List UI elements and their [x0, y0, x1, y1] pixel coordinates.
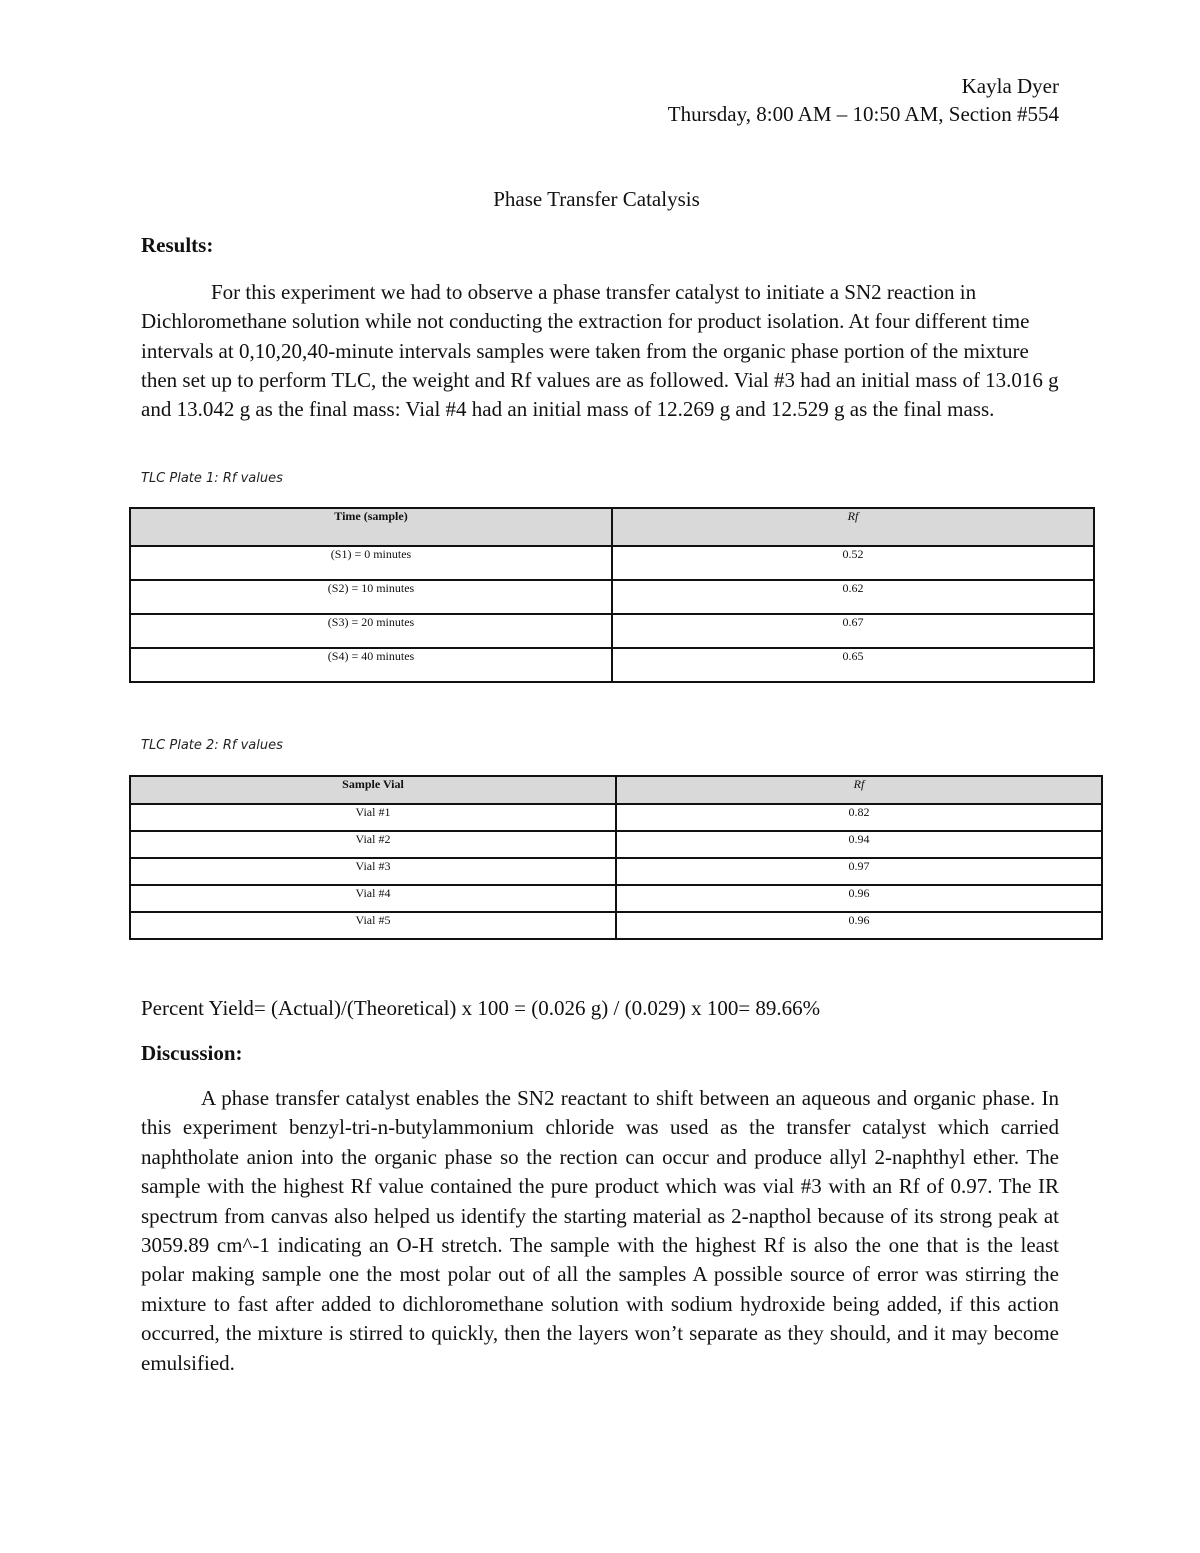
- document-header: [668, 72, 1059, 128]
- tlc-plate-2-table: [129, 775, 1103, 940]
- rf-cell: 0.82: [616, 804, 1102, 831]
- rf-cell: 0.52: [612, 546, 1094, 580]
- table-row: [130, 648, 1094, 682]
- vial-cell: Vial #1: [130, 804, 616, 831]
- author-name: Kayla Dyer: [961, 74, 1059, 98]
- table-row: [130, 804, 1102, 831]
- vial-cell: Vial #2: [130, 831, 616, 858]
- results-heading: Results:: [141, 233, 214, 257]
- column-header-rf: Rf: [616, 776, 1102, 804]
- session-info: Thursday, 8:00 AM – 10:50 AM, Section #554: [667, 102, 1059, 126]
- tlc-plate-1-table: [129, 507, 1095, 683]
- percent-yield-equation: Percent Yield= (Actual)/(Theoretical) x 100 = (0.026 g) / (0.029) x 100= 89.66%: [141, 996, 821, 1020]
- document-title: Phase Transfer Catalysis: [493, 187, 700, 211]
- rf-cell: 0.96: [616, 885, 1102, 912]
- discussion-text: A phase transfer catalyst enables the SN2 reactant to shift between an aqueous and organic phase. In this experiment benzyl-tri-n-butylammonium chloride was used as the transfer catalyst which carried naphtholate anion into the organic phase so the rection can occur and produce allyl 2-naphthyl ether. The sample with the highest Rf value contained the pure product which was vial #3 with an Rf of 0.97. The IR spectrum from canvas also helped us identify the starting material as 2-napthol because of its strong peak at 3059.89 cm^-1 indicating an O-H stretch. The sample with the highest Rf is also the one that is the least polar making sample one the most polar out of all the samples A possible source of error was stirring the mixture to fast after added to dichloromethane solution with sodium hydroxide being added, if this action occurred, the mixture is stirred to quickly, then the layers won’t separate as they should, and it may become emulsified.: [141, 1086, 1059, 1375]
- table-row: [130, 885, 1102, 912]
- table-header-row: [130, 508, 1094, 546]
- rf-cell: 0.96: [616, 912, 1102, 939]
- rf-cell: 0.94: [616, 831, 1102, 858]
- discussion-heading: Discussion:: [141, 1041, 243, 1065]
- table-1-caption: TLC Plate 1: Rf values: [141, 471, 283, 486]
- table-row: [130, 912, 1102, 939]
- vial-cell: Vial #3: [130, 858, 616, 885]
- discussion-paragraph: [141, 1084, 1059, 1378]
- results-text: For this experiment we had to observe a phase transfer catalyst to initiate a SN2 reaction in Dichloromethane solution while not conducting the extraction for product isolation. At four different time intervals at 0,10,20,40-minute intervals samples were taken from the organic phase portion of the mixture then set up to perform TLC, the weight and Rf values are as followed. Vial #3 had an initial mass of 13.016 g and 13.042 g as the final mass: Vial #4 had an initial mass of 12.269 g and 12.529 g as the final mass.: [141, 280, 1059, 422]
- table-row: [130, 831, 1102, 858]
- table-2-caption: TLC Plate 2: Rf values: [141, 738, 283, 753]
- sample-cell: (S1) = 0 minutes: [130, 546, 612, 580]
- column-header-time: Time (sample): [130, 508, 612, 546]
- table-header-row: [130, 776, 1102, 804]
- sample-cell: (S4) = 40 minutes: [130, 648, 612, 682]
- vial-cell: Vial #5: [130, 912, 616, 939]
- table-row: [130, 546, 1094, 580]
- column-header-rf: Rf: [612, 508, 1094, 546]
- rf-cell: 0.97: [616, 858, 1102, 885]
- rf-cell: 0.65: [612, 648, 1094, 682]
- sample-cell: (S2) = 10 minutes: [130, 580, 612, 614]
- table-row: [130, 580, 1094, 614]
- vial-cell: Vial #4: [130, 885, 616, 912]
- column-header-sample-vial: Sample Vial: [130, 776, 616, 804]
- sample-cell: (S3) = 20 minutes: [130, 614, 612, 648]
- results-paragraph: [141, 278, 1061, 424]
- table-row: [130, 858, 1102, 885]
- rf-cell: 0.62: [612, 580, 1094, 614]
- table-row: [130, 614, 1094, 648]
- rf-cell: 0.67: [612, 614, 1094, 648]
